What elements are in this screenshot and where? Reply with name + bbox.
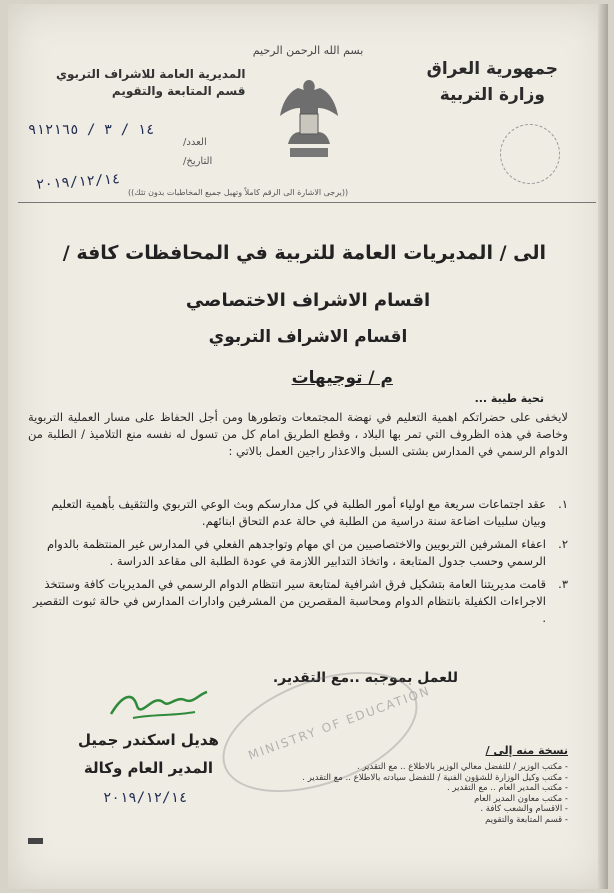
- list-item: - مكتب وكيل الوزارة للشؤون الفنية / للتفضل سيادته بالاطلاع .. مع التقدير .: [258, 773, 568, 784]
- list-item: - قسم المتابعة والتقويم: [258, 815, 568, 826]
- basmala: بسم الله الرحمن الرحيم: [252, 44, 364, 57]
- number-label: العدد/: [183, 137, 207, 148]
- list-item: - الاقسام والشعب كافة .: [258, 804, 568, 815]
- item-number: ٣.: [558, 577, 568, 591]
- item-number: ١.: [558, 497, 568, 511]
- stamp-text: MINISTRY OF EDUCATION: [246, 683, 433, 763]
- instruction-list: [28, 496, 568, 633]
- copies-list: [258, 762, 568, 825]
- addressee-line: اقسام الاشراف التربوي: [208, 327, 408, 347]
- issue-date: ٢٠١٩/١٢/١٤: [35, 171, 121, 193]
- intro-paragraph: لايخفى على حضراتكم اهمية التعليم في نهضة المجتمعات وتطورها ومن أجل الحفاظ على مسار العملية التربوية وخاصة في هذه الظروف التي تمر بها البلاد ، وقطع الطريق امام كل من تسول له نفسه منع التلاميذ / الطلبة من الدوام الرسمي في المدارس بشتى السبل والاعذار راجين العمل بالاتي :: [28, 410, 568, 458]
- ministry-seal: [500, 124, 560, 184]
- eagle-emblem-icon: [276, 74, 342, 166]
- date-label: التاريخ/: [183, 156, 213, 167]
- handwritten-signature: [103, 684, 213, 724]
- reference-note: ((يرجى الاشارة الى الرقم كاملاً وتهيل جميع المخاطبات بدون تثك)): [128, 188, 349, 197]
- margin-mark: [28, 838, 43, 844]
- item-text: اعفاء المشرفين التربويين والاختصاصيين من اي مهام وتواجدهم الفعلي في المدارس غير المنتظمة بالدوام الرسمي وحسب جدول المتابعة ، واتخاذ التدابير اللازمة في عودة الطلبة الى مقاعد الدراسة .: [46, 537, 546, 568]
- greeting: تحية طيبة ...: [474, 392, 544, 405]
- closing-line: للعمل بموجبه ..مع التقدير.: [272, 670, 458, 686]
- item-text: قامت مديريتنا العامة بتشكيل فرق اشرافية لمتابعة سير انتظام الدوام الرسمي في المديريات كافة وستتخذ الاجراءات الكفيلة بانتظام الدوام ومحاسبة المقصرين من المشرفين وادارات المدارس في حالة ثبوت التقصير .: [32, 577, 546, 625]
- signer-name: هديل اسكندر جميل: [78, 731, 219, 749]
- list-item: [28, 536, 568, 570]
- reference-number: ١٤ / ٣ / ٩١٢١٦٥: [28, 122, 155, 138]
- addressee-line: اقسام الاشراف الاختصاصي: [185, 290, 431, 311]
- document-page: [8, 4, 608, 889]
- list-item: [28, 576, 568, 627]
- signer-title: المدير العام وكالة: [83, 759, 214, 777]
- country-name: جمهورية العراق: [426, 59, 558, 79]
- list-item: [28, 496, 568, 530]
- directorate-header: [56, 66, 245, 100]
- ministry-name: وزارة التربية: [439, 85, 545, 105]
- directorate-name: المديرية العامة للاشراف التربوي: [56, 67, 246, 81]
- item-number: ٢.: [558, 537, 568, 551]
- item-text: عقد اجتماعات سريعة مع اولياء أمور الطلبة في كل مدارسكم وبث الوعي التربوي والتثقيف بأهمية التعليم وبيان سلبيات اضاعة سنة دراسية من الطلبة في حالة عدم التحاق ابنائهم.: [51, 497, 546, 528]
- list-item: - مكتب المدير العام .. مع التقدير .: [258, 783, 568, 794]
- header-divider: [18, 202, 596, 203]
- list-item: - مكتب معاون المدير العام: [258, 794, 568, 805]
- signature-date: ٢٠١٩/١٢/١٤: [103, 790, 188, 806]
- signature-block: [78, 726, 219, 782]
- ministry-header: [427, 56, 558, 108]
- scan-edge: [598, 4, 608, 889]
- subject-line: م / توجيهات: [291, 368, 393, 388]
- list-item: - مكتب الوزير / للتفضل معالي الوزير بالاطلاع .. مع التقدير .: [258, 762, 568, 773]
- addressee-line: الى / المديريات العامة للتربية في المحافظات كافة /: [62, 242, 546, 264]
- section-name: قسم المتابعة والتقويم: [111, 84, 246, 98]
- copies-title: نسخة منه إلى /: [485, 744, 568, 757]
